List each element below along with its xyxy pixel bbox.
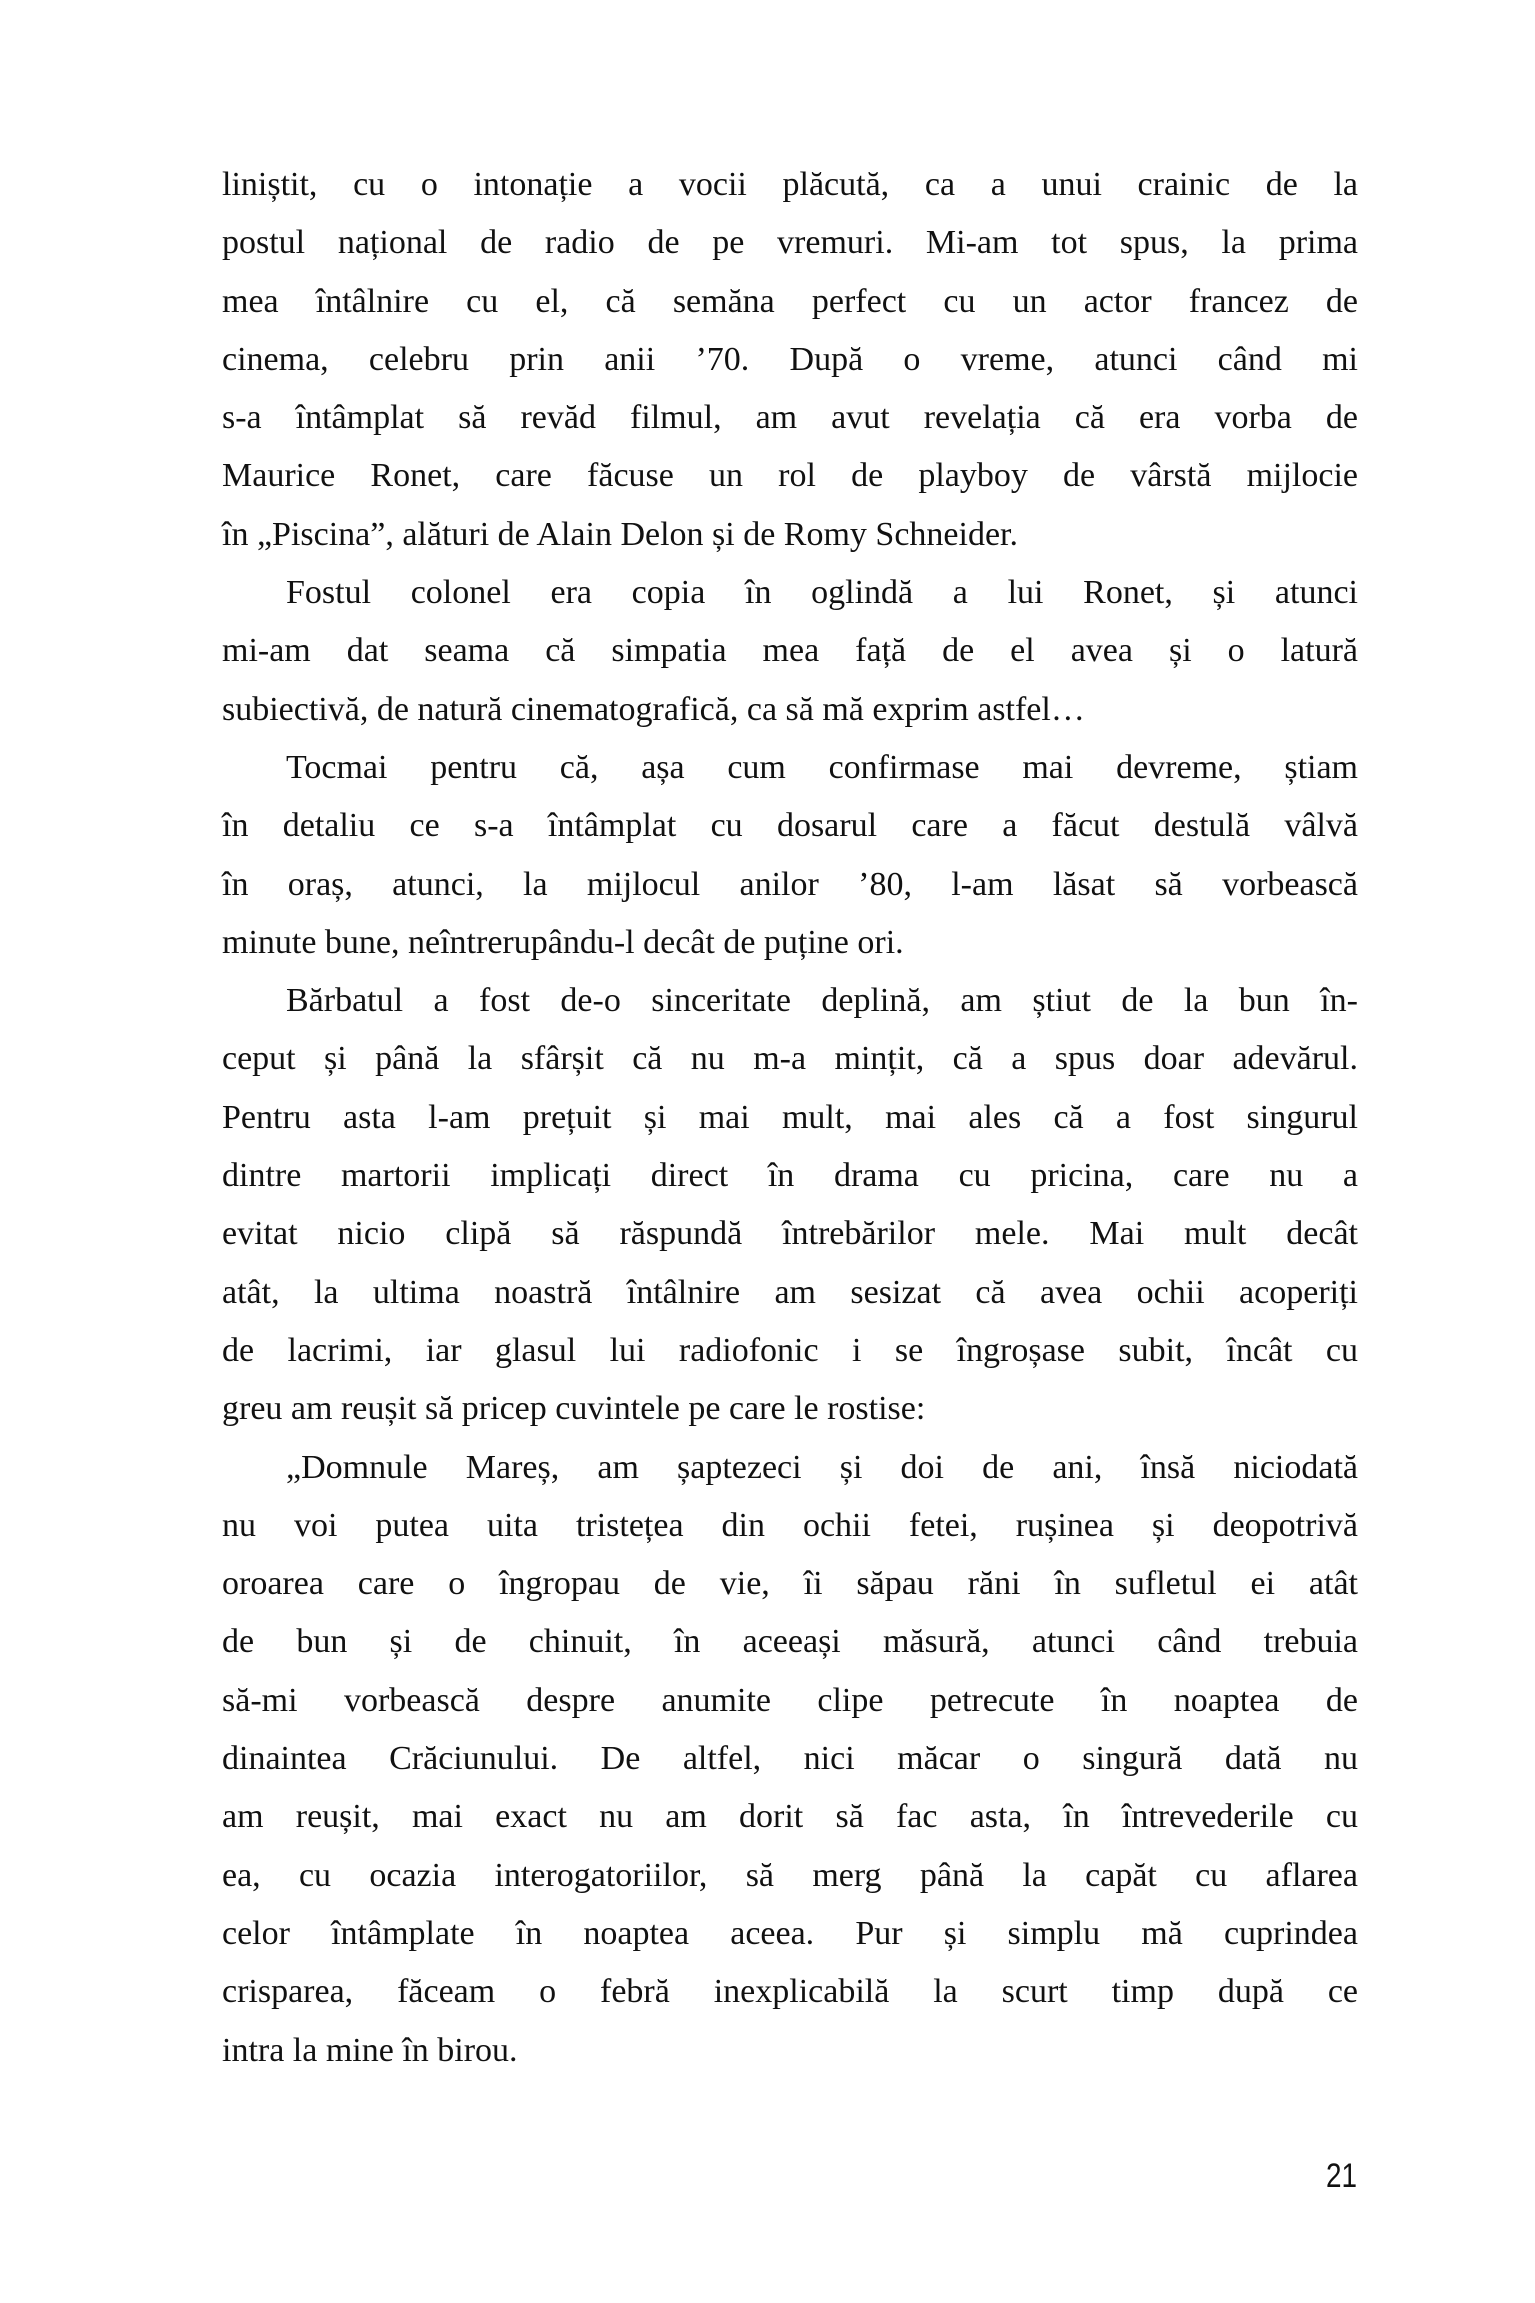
text-line: oroarea care o îngropau de vie, îi săpau răni în sufletul ei atât: [222, 1565, 1358, 1603]
body-text: [222, 156, 1358, 2080]
text-line: de bun și de chinuit, în aceeași măsură, atunci când trebuia: [222, 1623, 1359, 1661]
paragraph: [222, 156, 1358, 564]
text-line: evitat nicio clipă să răspundă întrebărilor mele. Mai mult decât: [222, 1215, 1358, 1253]
text-line: postul național de radio de pe vremuri. Mi-am tot spus, la prima: [222, 224, 1358, 262]
text-line: Fostul colonel era copia în oglindă a lui Ronet, și atunci: [286, 574, 1358, 612]
paragraph: [222, 564, 1358, 739]
text-line: în „Piscina”, alături de Alain Delon și de Romy Schneider.: [222, 515, 1018, 553]
paragraph: [222, 739, 1358, 972]
page-number: 21: [1326, 2157, 1358, 2195]
text-line: Pentru asta l-am prețuit și mai mult, mai ales că a fost singurul: [222, 1098, 1358, 1136]
text-line: „Domnule Mareș, am șaptezeci și doi de ani, însă niciodată: [286, 1448, 1358, 1486]
text-line: ceput și până la sfârșit că nu m-a mințit, că a spus doar adevărul.: [222, 1040, 1358, 1078]
text-line: ea, cu ocazia interogatoriilor, să merg până la capăt cu aflarea: [222, 1856, 1358, 1894]
text-line: de lacrimi, iar glasul lui radiofonic i se îngroșase subit, încât cu: [222, 1331, 1358, 1369]
text-line: greu am reușit să pricep cuvintele pe care le rostise:: [222, 1390, 926, 1428]
text-line: în oraș, atunci, la mijlocul anilor ’80, l-am lăsat să vorbească: [222, 865, 1358, 903]
text-line: atât, la ultima noastră întâlnire am sesizat că avea ochii acoperiți: [222, 1273, 1358, 1311]
text-line: Maurice Ronet, care făcuse un rol de playboy de vârstă mijlocie: [222, 457, 1358, 495]
text-line: cinema, celebru prin anii ’70. După o vreme, atunci când mi: [222, 340, 1358, 378]
text-line: intra la mine în birou.: [222, 2031, 518, 2069]
text-line: mi-am dat seama că simpatia mea față de el avea și o latură: [222, 632, 1359, 670]
text-line: să-mi vorbească despre anumite clipe petrecute în noaptea de: [222, 1681, 1358, 1719]
text-line: Tocmai pentru că, așa cum confirmase mai devreme, știam: [286, 748, 1359, 786]
text-line: nu voi putea uita tristețea din ochii fetei, rușinea și deopotrivă: [222, 1506, 1358, 1544]
text-line: dinaintea Crăciunului. De altfel, nici măcar o singură dată nu: [222, 1740, 1358, 1778]
paragraph: [222, 1439, 1358, 2080]
text-line: dintre martorii implicați direct în drama cu pricina, care nu a: [222, 1157, 1358, 1195]
text-line: am reușit, mai exact nu am dorit să fac asta, în întrevederile cu: [222, 1798, 1358, 1836]
text-line: în detaliu ce s-a întâmplat cu dosarul care a făcut destulă vâlvă: [222, 807, 1358, 845]
text-line: mea întâlnire cu el, că semăna perfect cu un actor francez de: [222, 282, 1358, 320]
text-line: minute bune, neîntrerupându-l decât de puține ori.: [222, 923, 904, 961]
text-line: liniștit, cu o intonație a vocii plăcută, ca a unui crainic de la: [222, 166, 1358, 203]
text-line: subiectivă, de natură cinematografică, ca să mă exprim astfel…: [222, 690, 1085, 728]
text-line: celor întâmplate în noaptea aceea. Pur și simplu mă cuprindea: [222, 1914, 1358, 1952]
text-line: Bărbatul a fost de-o sinceritate deplină, am știut de la bun în-: [286, 982, 1359, 1020]
paragraph: [222, 972, 1358, 1438]
text-line: crisparea, făceam o febră inexplicabilă la scurt timp după ce: [222, 1973, 1358, 2011]
text-line: s-a întâmplat să revăd filmul, am avut revelația că era vorba de: [222, 399, 1358, 437]
